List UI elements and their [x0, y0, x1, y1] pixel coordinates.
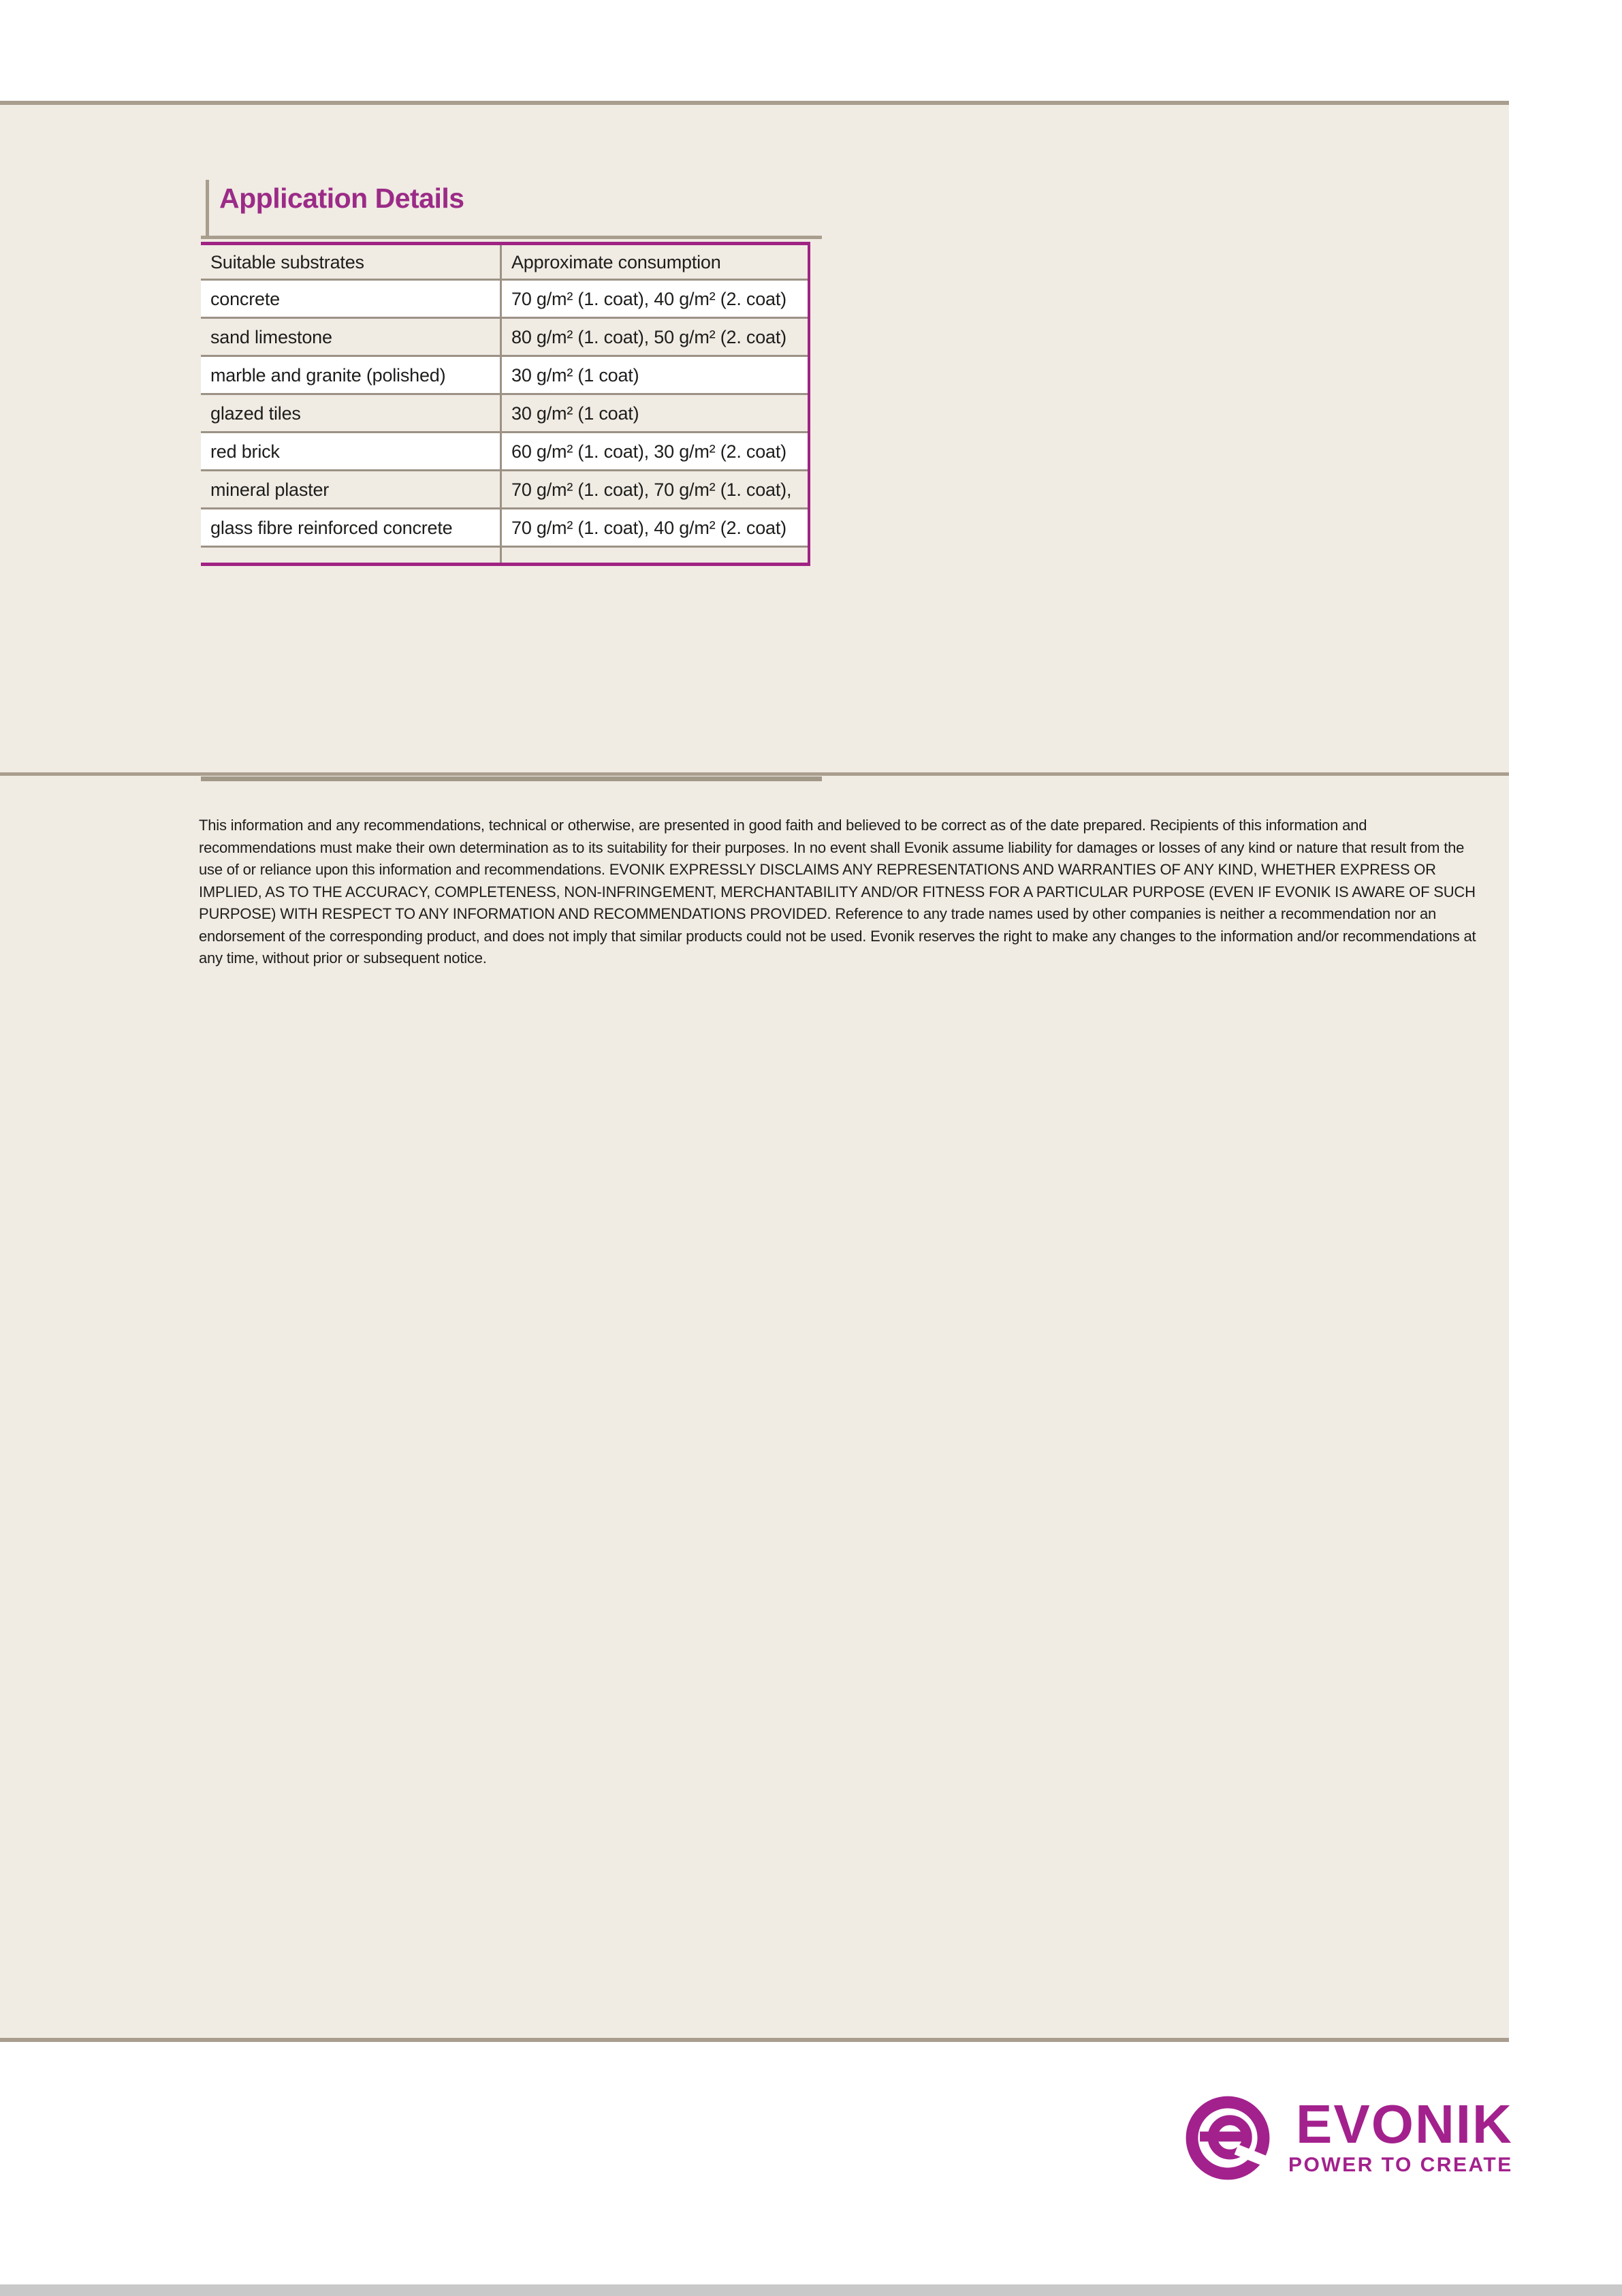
table-row — [201, 433, 809, 471]
consumption-cell: 70 g/m² (1. coat), 40 g/m² (2. coat) — [511, 289, 786, 309]
substrate-cell: concrete — [201, 280, 501, 318]
consumption-cell: 70 g/m² (1. coat), 70 g/m² (1. coat), — [511, 479, 792, 500]
evonik-tagline: POWER TO CREATE — [1288, 2153, 1513, 2176]
table-body — [201, 280, 809, 565]
table-header — [201, 244, 809, 280]
table-bottom-divider-line — [201, 776, 822, 781]
substrate-cell: red brick — [201, 433, 501, 471]
substrate-cell: sand limestone — [201, 318, 501, 356]
substrate-cell: glass fibre reinforced concrete — [201, 509, 501, 547]
disclaimer-text: This information and any recommendations, technical or otherwise, are presented in good faith and believed to be correct as of the date prepared. Recipients of this information and recommendations must make their own determination as to its suitability for their purposes. In no event shall Evonik assume liability for damages or losses of any kind or nature that result from the use of or reliance upon this information and recommendations. EVONIK EXPRESSLY DISCLAIMS ANY REPRESENTATIONS AND WARRANTIES OF ANY KIND, WHETHER EXPRESS OR IMPLIED, AS TO THE ACCURACY, COMPLETENESS, NON-INFRINGEMENT, MERCHANTABILITY AND/OR FITNESS FOR A PARTICULAR PURPOSE (EVEN IF EVONIK IS AWARE OF SUCH PURPOSE) WITH RESPECT TO ANY INFORMATION AND RECOMMENDATIONS PROVIDED. Reference to any trade names used by other companies is neither a recommendation nor an endorsement of the corresponding product, and does not imply that similar products could not be used. Evonik reserves the right to make any changes to the information and/or recommendations at any time, without prior or subsequent notice. — [199, 817, 1476, 966]
table-row — [201, 394, 809, 433]
section-title: Application Details — [219, 183, 464, 214]
consumption-cell: 30 g/m² (1 coat) — [511, 365, 639, 386]
column-header-consumption: Approximate consumption — [511, 252, 721, 272]
table-spacer-row — [201, 547, 809, 565]
page-bottom-bar — [0, 2284, 1622, 2296]
table-row — [201, 318, 809, 356]
heading-underline — [201, 236, 822, 239]
table-header-row — [201, 244, 809, 280]
spacer-cell — [501, 547, 810, 565]
table-row — [201, 280, 809, 318]
evonik-wordmark: EVONIK — [1296, 2094, 1513, 2155]
evonik-logo — [1185, 2095, 1513, 2181]
evonik-wordmark-block — [1288, 2094, 1513, 2177]
consumption-cell: 30 g/m² (1 coat) — [511, 403, 639, 424]
column-header-substrates: Suitable substrates — [201, 244, 501, 280]
substrate-cell: marble and granite (polished) — [201, 356, 501, 394]
heading-accent-bar — [206, 180, 209, 237]
consumption-cell: 70 g/m² (1. coat), 40 g/m² (2. coat) — [511, 518, 786, 538]
section-divider-line — [0, 772, 1509, 776]
table-row — [201, 471, 809, 509]
substrate-cell: mineral plaster — [201, 471, 501, 509]
substrate-consumption-table — [201, 242, 810, 566]
table-row — [201, 509, 809, 547]
consumption-cell: 80 g/m² (1. coat), 50 g/m² (2. coat) — [511, 327, 786, 347]
table-row — [201, 356, 809, 394]
evonik-circle-e-icon — [1185, 2095, 1271, 2181]
consumption-cell: 60 g/m² (1. coat), 30 g/m² (2. coat) — [511, 441, 786, 462]
footer-divider-line — [0, 2038, 1509, 2042]
substrate-cell: glazed tiles — [201, 394, 501, 433]
spacer-cell — [201, 547, 501, 565]
